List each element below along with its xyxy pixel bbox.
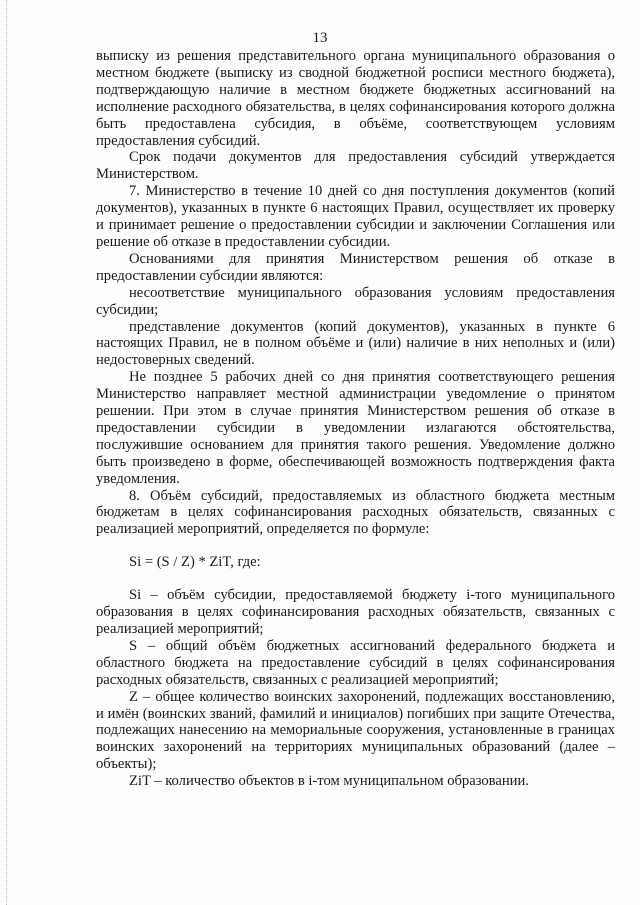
paragraph: 8. Объём субсидий, предоставляемых из областного бюджета местным бюджетам в целях софинансирования расходных обязательств, связанных с реализацией мероприятий, определяется по формуле: [96, 487, 615, 538]
definition: S – общий объём бюджетных ассигнований федерального бюджета и областного бюджета на предоставление субсидий в целях софинансирования расходных обязательств, связанных с реализацией мероприятий; [96, 637, 615, 688]
definition: Si – объём субсидии, предоставляемой бюджету i-того муниципального образования в целях софинансирования расходных обязательств, связанных с реализацией мероприятий; [96, 587, 615, 637]
paragraph: 7. Министерство в течение 10 дней со дня поступления документов (копий документов), указанных в пункте 6 настоящих Правил, осуществляет их проверку и принимает решение о предоставлении субсидии и заключении Соглашения или решение об отказе в предоставлении субсидии. [96, 183, 615, 250]
paragraph: представление документов (копий документов), указанных в пункте 6 настоящих Правил, не в полном объёме и (или) наличие в них неполных и (или) недостоверных сведений. [96, 318, 615, 369]
definition: ZiT – количество объектов в i-том муниципальном образовании. [129, 773, 529, 790]
paragraph: несоответствие муниципального образования условиям предоставления субсидии; [96, 284, 615, 318]
scan-edge [6, 0, 8, 905]
paragraph: Срок подачи документов для предоставления субсидий утверждается Министерством. [96, 149, 615, 183]
paragraph: Не позднее 5 рабочих дней со дня принятия соответствующего решения Министерство направляет местной администрации уведомление о принятом решении. При этом в случае принятия Министерством решения об отказе в предоставлении субсидии в уведомлении излагаются обстоятельства, послужившие основанием для принятия такого решения. Уведомление должно быть произведено в форме, обеспечивающей возможность подтверждения факта уведомления. [96, 369, 615, 487]
document-body [96, 48, 615, 790]
page-number: 13 [312, 30, 328, 46]
definition: Z – общее количество воинских захоронений, подлежащих восстановлению, и имён (воинских званий, фамилий и инициалов) погибших при защите Отечества, подлежащих нанесению на мемориальные сооружения, установленные в границах воинских захоронений на территориях муниципальных образований (далее – объекты); [96, 688, 615, 773]
paragraph: выписку из решения представительного органа муниципального образования о местном бюджете (выписку из сводной бюджетной росписи местного бюджета), подтверждающую наличие в местном бюджете бюджетных ассигнований на исполнение расходного обязательства, в целях софинансирования которого должна быть предоставлена субсидия, в объёме, соответствующем условиям предоставления субсидий. [96, 48, 615, 149]
formula: Si = (S / Z) * ZiT, где: [129, 554, 261, 571]
paragraph: Основаниями для принятия Министерством решения об отказе в предоставлении субсидии являются: [96, 250, 615, 284]
